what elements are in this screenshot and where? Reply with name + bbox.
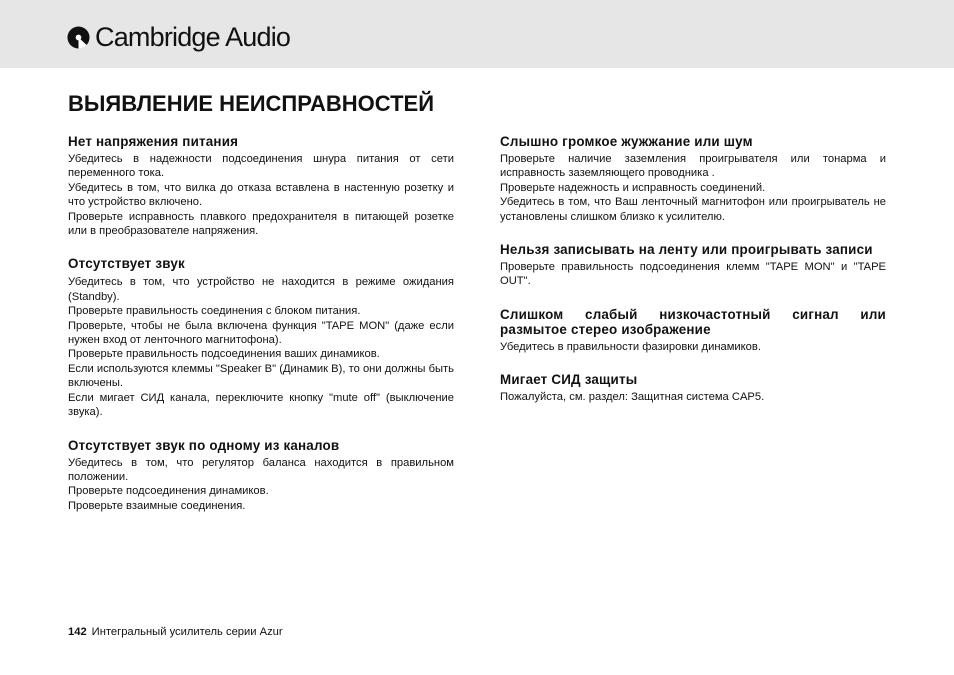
section-line: Проверьте правильность подсоединения ваших динамиков. — [68, 348, 380, 361]
section-line: Проверьте правильность соединения с блоком питания. — [68, 305, 361, 318]
section-hum-noise — [500, 134, 886, 224]
section-line: Проверьте исправность плавкого предохранителя в питающей розетке или в преобразователе напряжения. — [68, 210, 454, 238]
section-line: Проверьте подсоединения динамиков. — [68, 485, 269, 498]
section-line: Если мигает СИД канала, переключите кнопку "mute off" (выключение звука). — [68, 391, 454, 419]
right-column — [500, 134, 886, 419]
section-no-sound — [68, 256, 454, 419]
section-no-sound-one-channel — [68, 438, 454, 514]
section-title: Слишком слабый низкочастотный сигнал или размытое стерео изображение — [500, 306, 886, 337]
section-line: Пожалуйста, см. раздел: Защитная система CAP5. — [500, 391, 765, 404]
section-line: Проверьте наличие заземления проигрывателя или тонарма и исправность заземляющего проводника . — [500, 153, 886, 180]
footer-text: Интегральный усилитель серии Azur — [91, 626, 283, 638]
section-title: Нельзя записывать на ленту или проигрывать записи — [500, 242, 873, 258]
section-line: Убедитесь в том, что Ваш ленточный магнитофон или проигрыватель не установлены слишком близко к усилителю. — [500, 196, 886, 223]
left-column — [68, 134, 454, 527]
section-line: Проверьте надежность и исправность соединений. — [500, 181, 766, 194]
section-title: Нет напряжения питания — [68, 134, 239, 149]
brand-logo — [67, 22, 290, 52]
section-line: Убедитесь в том, что регулятор баланса находится в правильном положении. — [68, 456, 454, 483]
page-header — [0, 0, 954, 68]
page-number: 142 — [68, 626, 87, 638]
brand-name: Cambridge Audio — [95, 22, 291, 52]
page-footer — [68, 625, 283, 639]
section-line: Проверьте правильность подсоединения клемм "TAPE MON" и "TAPE OUT". — [500, 261, 886, 288]
section-line: Если используются клеммы "Speaker B" (Динамик B), то они должны быть включены. — [68, 362, 454, 390]
section-weak-bass — [500, 307, 886, 354]
cambridge-audio-logo-icon — [67, 26, 90, 49]
section-line: Проверьте взаимные соединения. — [68, 499, 246, 512]
section-line: Убедитесь в правильности фазировки динамиков. — [500, 340, 761, 353]
section-line: Убедитесь в надежности подсоединения шнура питания от сети переменного тока. — [68, 153, 454, 180]
section-line: Убедитесь в том, что вилка до отказа вставлена в настенную розетку и что устройство включено. — [68, 181, 454, 209]
page-title: ВЫЯВЛЕНИЕ НЕИСПРАВНОСТЕЙ — [68, 91, 435, 116]
section-title: Отсутствует звук — [68, 256, 185, 272]
section-no-power — [68, 134, 454, 238]
section-cannot-record — [500, 242, 886, 289]
section-title: Отсутствует звук по одному из каналов — [68, 437, 340, 453]
section-line: Проверьте, чтобы не была включена функция "TAPE MON" (даже если нужен вход от ленточного магнитофона). — [68, 319, 454, 347]
section-line: Убедитесь в том, что устройство не находится в режиме ожидания (Standby). — [68, 276, 454, 303]
section-title: Мигает СИД защиты — [500, 372, 638, 388]
section-title: Слышно громкое жужжание или шум — [500, 134, 753, 149]
section-protection-led — [500, 372, 886, 404]
